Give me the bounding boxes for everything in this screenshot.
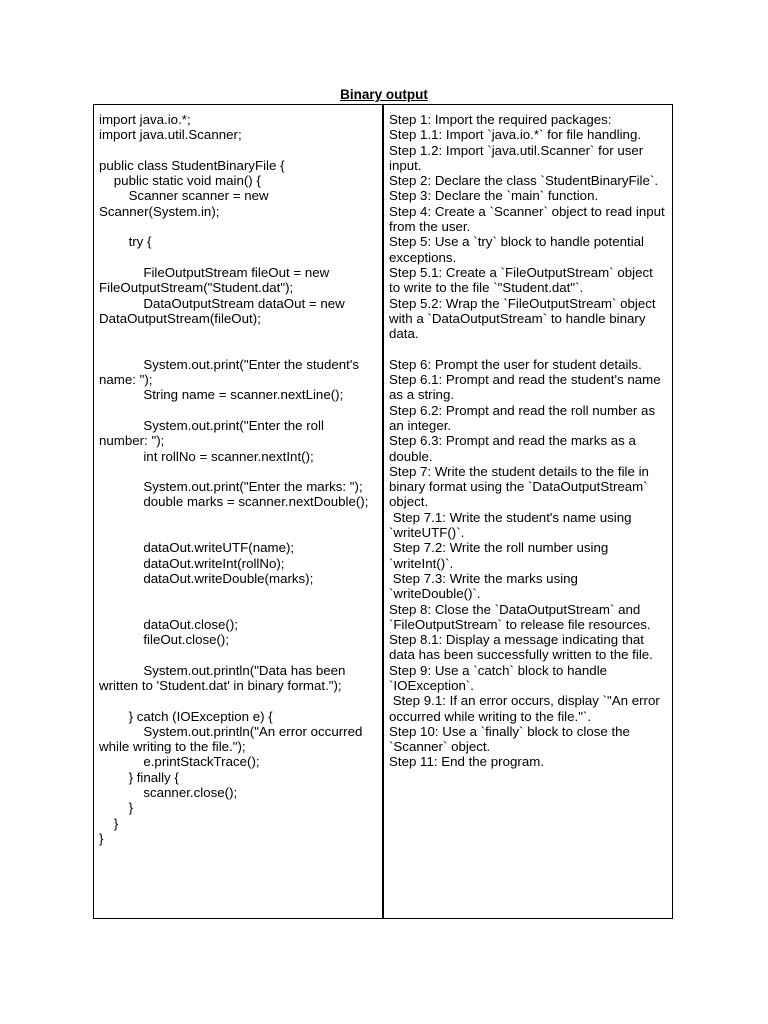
code-line <box>99 693 376 708</box>
code-line <box>99 403 376 418</box>
code-line: dataOut.close(); <box>99 616 238 632</box>
step-line: Step 3: Declare the `main` function. <box>389 188 599 204</box>
code-line: } <box>99 815 119 831</box>
code-line: scanner.close(); <box>99 785 238 801</box>
step-line: Step 9: Use a `catch` block to handle `IOException`. <box>389 662 611 693</box>
code-line: String name = scanner.nextLine(); <box>99 387 344 403</box>
step-line: Step 1.1: Import `java.io.*` for file handling. <box>389 127 642 143</box>
step-line: Step 7.1: Write the student's name using `writeUTF()`. <box>389 509 636 541</box>
code-line: DataOutputStream dataOut = new DataOutputStream(fileOut); <box>99 295 349 326</box>
code-line <box>99 586 376 601</box>
code-line: import java.util.Scanner; <box>99 127 242 143</box>
code-line <box>99 219 376 234</box>
code-line: System.out.print("Enter the roll number: "); <box>99 417 328 449</box>
code-line <box>99 250 376 265</box>
steps-column <box>384 105 672 918</box>
code-line: double marks = scanner.nextDouble(); <box>99 494 369 510</box>
step-line: Step 6.1: Prompt and read the student's name as a string. <box>389 372 665 403</box>
code-line: dataOut.writeUTF(name); <box>99 540 295 556</box>
step-line: Step 8.1: Display a message indicating that data has been successfully written to the file. <box>389 632 653 663</box>
step-line: Step 5.2: Wrap the `FileOutputStream` object with a `DataOutputStream` to handle binary data. <box>389 295 660 342</box>
step-line: Step 9.1: If an error occurs, display `"An error occurred while writing to the file."`. <box>389 693 664 724</box>
code-line <box>99 143 376 158</box>
code-line: } catch (IOException e) { <box>99 708 273 724</box>
code-column <box>94 105 384 918</box>
step-line: Step 5: Use a `try` block to handle potential exceptions. <box>389 234 648 265</box>
code-line: dataOut.writeDouble(marks); <box>99 570 314 586</box>
code-line: e.printStackTrace(); <box>99 754 260 770</box>
code-line <box>99 510 376 525</box>
code-line <box>99 647 376 662</box>
code-line <box>99 602 376 617</box>
code-line: } <box>99 830 104 846</box>
two-column-table <box>93 104 673 919</box>
code-line <box>99 464 376 479</box>
step-line: Step 1.2: Import `java.util.Scanner` for user input. <box>389 142 647 173</box>
step-line: Step 6.3: Prompt and read the marks as a double. <box>389 433 640 464</box>
step-line: Step 7.2: Write the roll number using `writeInt()`. <box>389 540 612 571</box>
code-line: dataOut.writeInt(rollNo); <box>99 555 285 571</box>
code-line: System.out.print("Enter the student's name: "); <box>99 356 363 388</box>
step-line <box>389 341 666 356</box>
code-line: Scanner scanner = new Scanner(System.in); <box>99 188 273 219</box>
step-line: Step 10: Use a `finally` block to close the `Scanner` object. <box>389 723 634 755</box>
code-line: public class StudentBinaryFile { <box>99 157 285 173</box>
code-line: } finally { <box>99 769 179 785</box>
code-line: System.out.println("An error occurred while writing to the file."); <box>99 723 367 755</box>
code-line <box>99 341 376 356</box>
code-line: import java.io.*; <box>99 112 191 127</box>
code-line: try { <box>99 234 152 250</box>
code-line: System.out.println("Data has been written to 'Student.dat' in binary format."); <box>99 662 350 693</box>
step-line: Step 6.2: Prompt and read the roll number as an integer. <box>389 402 659 433</box>
step-line: Step 6: Prompt the user for student details. <box>389 356 642 372</box>
code-line: int rollNo = scanner.nextInt(); <box>99 448 314 464</box>
step-line: Step 4: Create a `Scanner` object to read input from the user. <box>389 203 669 235</box>
code-line <box>99 326 376 341</box>
step-line: Step 1: Import the required packages: <box>389 112 612 127</box>
document-title: Binary output <box>340 87 428 102</box>
code-line: System.out.print("Enter the marks: "); <box>99 479 363 495</box>
step-line: Step 8: Close the `DataOutputStream` and `FileOutputStream` to release file resources. <box>389 601 651 632</box>
code-line: FileOutputStream fileOut = new FileOutputStream("Student.dat"); <box>99 264 333 296</box>
step-line: Step 2: Declare the class `StudentBinaryFile`. <box>389 173 659 189</box>
step-line: Step 5.1: Create a `FileOutputStream` object to write to the file `"Student.dat"`. <box>389 264 657 296</box>
code-line: public static void main() { <box>99 173 261 189</box>
code-line: fileOut.close(); <box>99 632 230 648</box>
step-line: Step 7.3: Write the marks using `writeDouble()`. <box>389 570 582 602</box>
code-line <box>99 525 376 540</box>
step-line: Step 11: End the program. <box>389 754 544 770</box>
code-line: } <box>99 800 134 816</box>
step-line: Step 7: Write the student details to the file in binary format using the `DataOutputStream` object. <box>389 463 653 510</box>
